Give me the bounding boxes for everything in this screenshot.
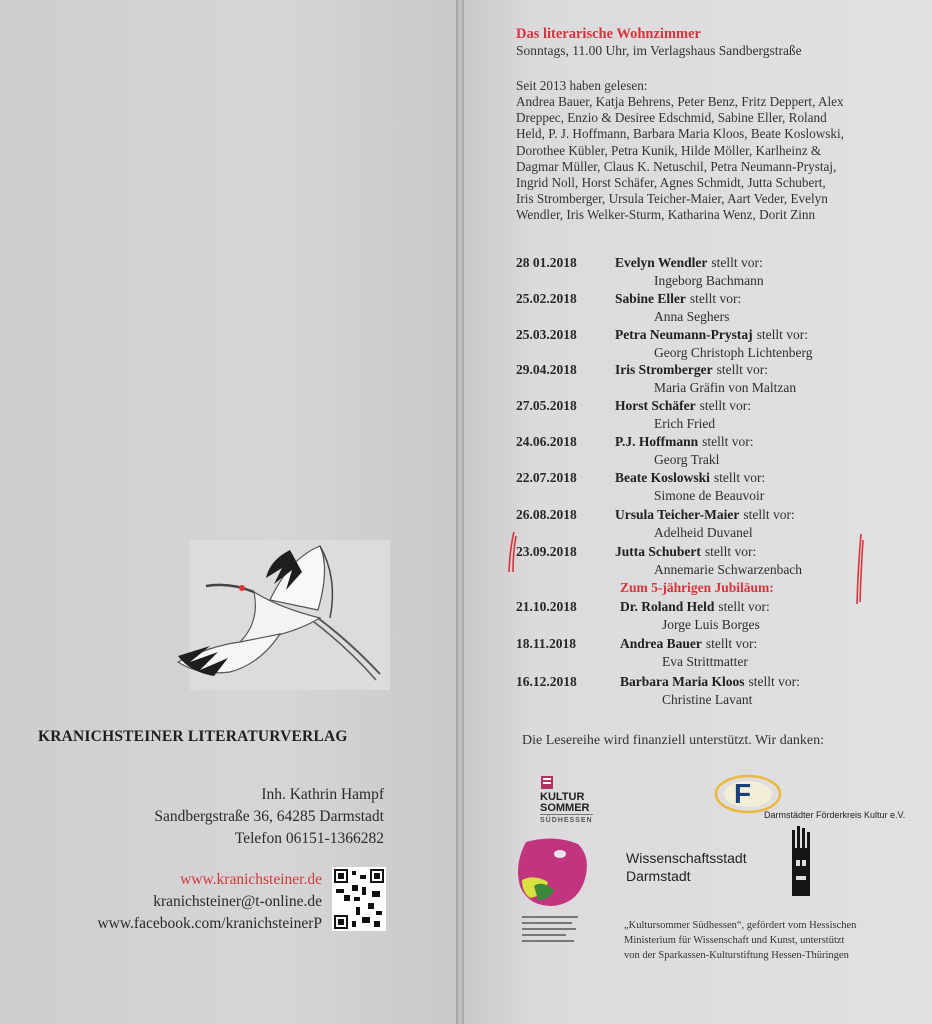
event-topic: Eva Strittmatter [662,654,748,669]
kultursommer-text-1: KULTUR [540,791,585,803]
event-presenter: P.J. Hoffmann [615,434,699,449]
event-presenter: Ursula Teicher-Maier [615,507,740,522]
event-verb: stellt vor: [718,599,770,614]
event-topic: Maria Gräfin von Maltzan [654,380,797,395]
right-panel [464,0,932,1024]
event-presenter-line [615,470,765,486]
event-date: 28 01.2018 [516,255,577,270]
city-name-line-2: Darmstadt [626,868,691,884]
event-verb: stellt vor: [716,362,768,377]
event-date: 29.04.2018 [516,362,577,377]
series-subtitle: Sonntags, 11.00 Uhr, im Verlagshaus Sandbergstraße [516,43,802,58]
event-date: 25.02.2018 [516,291,577,306]
palette-fine-print [522,912,582,956]
red-handwritten-mark-right [852,530,866,610]
event-date: 16.12.2018 [516,674,577,689]
event-verb: stellt vor: [704,544,757,559]
event-presenter: Barbara Maria Kloos [620,674,745,689]
event-date: 25.03.2018 [516,327,577,342]
event-topic: Erich Fried [654,416,716,431]
event-presenter: Dr. Roland Held [620,599,715,614]
event-presenter-line [615,434,754,450]
event-presenter: Jutta Schubert [615,544,701,559]
qr-code-icon[interactable] [332,867,386,931]
phone-number: Telefon 06151-1366282 [234,830,384,847]
event-presenter: Horst Schäfer [615,398,696,413]
event-verb: stellt vor: [748,674,800,689]
event-date: 22.07.2018 [516,470,577,485]
jubilee-note: Zum 5-jährigen Jubiläum: [620,580,774,595]
readers-line: Dorothee Kübler, Petra Kunik, Hilde Möller, Karlheinz & [516,142,822,158]
readers-line: Held, P. J. Hoffmann, Barbara Maria Kloos, Beate Koslowski, [516,126,844,142]
facebook-link[interactable]: www.facebook.com/kranichsteinerP [97,915,322,932]
series-title: Das literarische Wohnzimmer [516,26,701,42]
event-presenter: Andrea Bauer [620,636,702,651]
event-date: 21.10.2018 [516,599,577,614]
event-date: 18.11.2018 [516,636,577,651]
credit-line: „Kultursommer Südhessen“, gefördert vom Hessischen [624,920,857,931]
readers-line: Andrea Bauer, Katja Behrens, Peter Benz, Fritz Deppert, Alex [516,94,844,109]
readers-line: Wendler, Iris Welker-Sturm, Katharina Wenz, Dorit Zinn [516,207,816,223]
readers-line: Dagmar Müller, Claus K. Netuschil, Petra Neumann-Prystaj, [516,158,837,174]
event-verb: stellt vor: [689,291,742,306]
red-handwritten-mark-left [504,528,520,578]
event-verb: stellt vor: [713,470,766,485]
publisher-name: KRANICHSTEINER LITERATURVERLAG [38,728,348,745]
website-link[interactable]: www.kranichsteiner.de [180,871,322,888]
event-verb: stellt vor: [711,255,763,270]
event-presenter-line [615,544,756,560]
event-presenter-line [615,507,795,523]
kultursommer-text-3: SÜDHESSEN [540,814,593,826]
event-date: 24.06.2018 [516,434,577,449]
event-presenter-line [620,599,770,615]
readers-line: Dreppec, Enzio & Desiree Edschmid, Sabine Eller, Roland [516,110,827,126]
event-topic: Georg Christoph Lichtenberg [654,345,813,360]
event-presenter-line [620,636,757,652]
event-presenter: Beate Koslowski [615,470,710,485]
readers-line: Ingrid Noll, Horst Schäfer, Agnes Schmidt, Jutta Schubert, [516,175,826,190]
kultursommer-text-2: SOMMER [540,802,590,814]
event-verb: stellt vor: [702,434,754,449]
event-topic: Christine Lavant [662,692,753,707]
event-presenter-line [615,291,741,307]
event-topic: Anna Seghers [654,309,730,324]
event-presenter: Iris Stromberger [615,362,713,377]
event-verb: stellt vor: [756,327,808,342]
credit-line: Ministerium für Wissenschaft und Kunst, unterstützt [624,935,845,946]
owner-line: Inh. Kathrin Hampf [261,786,384,803]
city-name-line-1: Wissenschaftsstadt [626,850,747,866]
left-panel [0,0,456,1024]
event-date: 27.05.2018 [516,398,577,413]
foerderkreis-name: Darmstädter Förderkreis Kultur e.V. [764,810,906,820]
event-topic: Georg Trakl [654,452,720,467]
wedding-tower-icon [786,826,816,900]
event-topic: Simone de Beauvoir [654,488,765,503]
event-verb: stellt vor: [705,636,758,651]
readers-line: Iris Stromberger, Ursula Teicher-Maier, Aart Veder, Evelyn [516,191,828,207]
event-presenter: Evelyn Wendler [615,255,708,270]
event-verb: stellt vor: [743,507,795,522]
event-verb: stellt vor: [699,398,751,413]
crane-icon [170,538,390,688]
readers-heading: Seit 2013 haben gelesen: [516,78,648,93]
event-presenter-line [615,255,763,271]
event-presenter-line [615,327,808,343]
page-fold [456,0,464,1024]
email-link[interactable]: kranichsteiner@t-online.de [153,893,322,910]
credit-line: von der Sparkassen-Kulturstiftung Hessen-Thüringen [624,950,849,961]
event-presenter: Sabine Eller [615,291,686,306]
event-presenter-line [615,398,751,414]
street-address: Sandbergstraße 36, 64285 Darmstadt [154,808,384,825]
thanks-text: Die Lesereihe wird finanziell unterstützt. Wir danken: [522,733,825,748]
event-topic: Jorge Luis Borges [662,617,760,632]
event-presenter-line [620,674,800,690]
event-topic: Adelheid Duvanel [654,525,753,540]
event-topic: Annemarie Schwarzenbach [654,562,803,577]
event-topic: Ingeborg Bachmann [654,273,764,288]
event-presenter: Petra Neumann-Prystaj [615,327,753,342]
coat-of-arms-icon [540,774,554,790]
foerderkreis-logo-letter: F [734,778,752,809]
event-date: 23.09.2018 [516,544,577,559]
palette-logo-icon [514,834,594,910]
event-date: 26.08.2018 [516,507,577,522]
event-presenter-line [615,362,768,378]
